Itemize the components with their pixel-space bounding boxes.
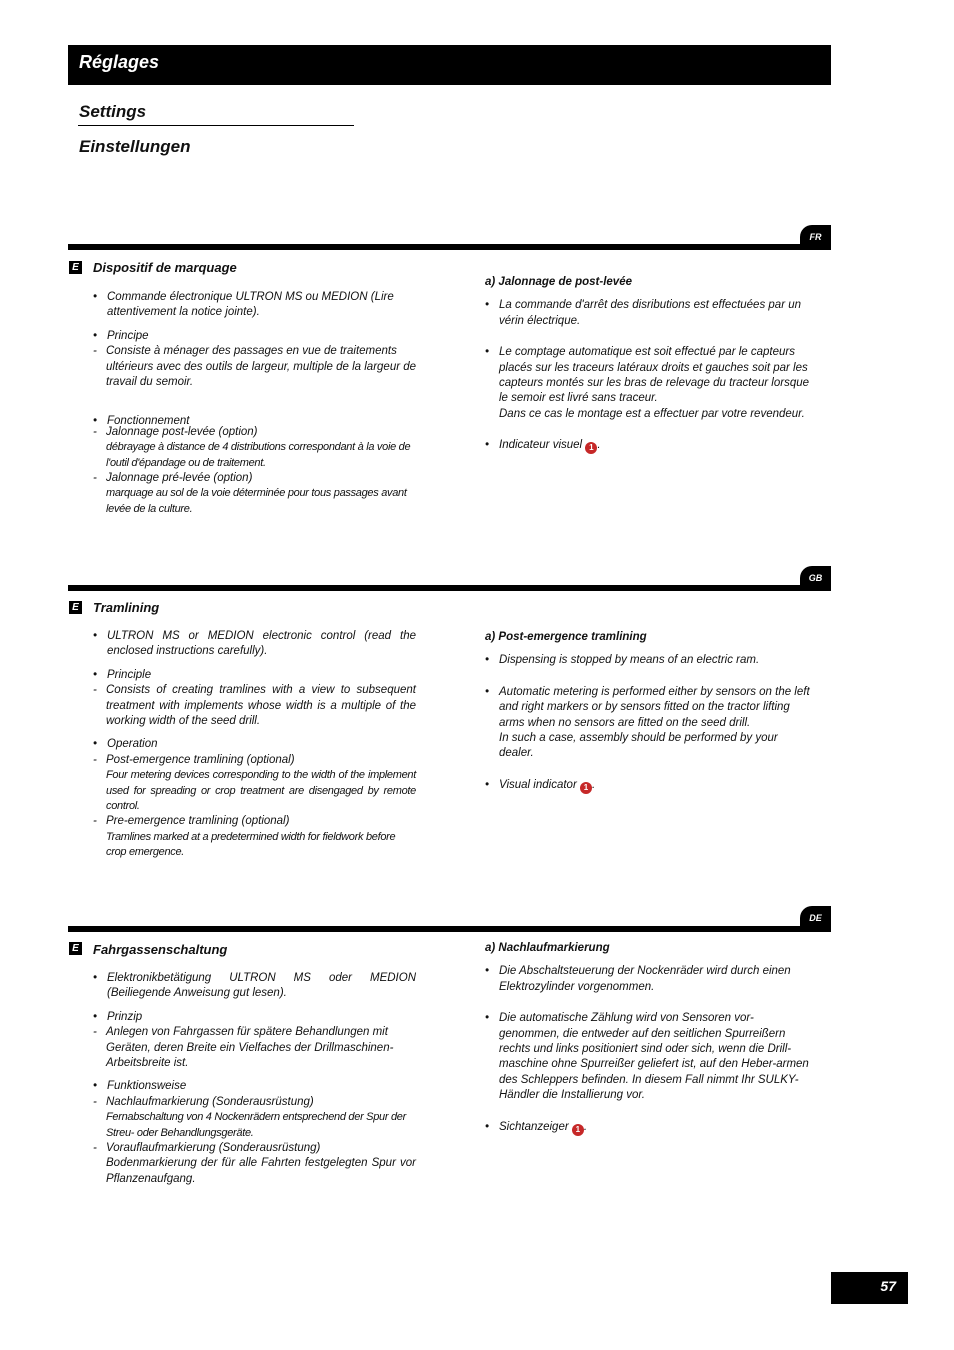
- list-subitem: - Vorauflaufmarkierung (Sonderausrüstung): [93, 1142, 321, 1155]
- list-item: • La commande d'arrêt des disributions est effectuées par un vérin électrique.: [485, 299, 802, 327]
- list-item: • Elektronikbetätigung ULTRON MS oder MEDION (Beiliegende Anweisung gut lesen).: [93, 972, 416, 1000]
- list-item: • Automatic metering is performed either by sensors on the left and right markers or by sensors fitted on the tractor lifting arms when no sensors are fitted on the seed drill. In such a case, assembly should be performed by your dealer.: [485, 685, 810, 760]
- list-item: • Le comptage automatique est soit effectué par le capteurs placés sur les traceurs latéraux droits et gauches soit par les capteurs montés sur les bras de relevage du tracteur lorsque le semoir est livré sans traceur. Dans ce cas le montage est a effectuer par votre revendeur.: [485, 346, 810, 420]
- list-item: • Operation: [93, 738, 158, 751]
- section-marker-de: E: [69, 942, 82, 955]
- indicator-1-icon: 1: [585, 442, 597, 454]
- list-subitem-text: Four metering devices corresponding to the width of the implement used for spreading or crop treatment are disengaged by remote control.: [106, 769, 416, 813]
- section-rule-gb: [68, 585, 831, 591]
- section-title-gb: Tramlining: [93, 600, 160, 615]
- lang-badge-gb: GB: [800, 566, 831, 590]
- page-number: 57: [880, 1278, 896, 1294]
- list-item: • Sichtanzeiger 1 .: [485, 1120, 588, 1134]
- section-rule-fr: [68, 244, 831, 250]
- gb-right-column: [485, 630, 810, 794]
- list-item: • Die automatische Zählung wird von Sensoren vor-genommen, die entweder auf den seitlichen Spurreißern rechts und links positioniert sind oder sich, wenn die Drill-maschine ohne Spurreißer geliefert ist, auf den Heber-armen des Schleppers befinden. In diesem Fall nimmt Ihr SULKY-Händler die Installierung vor.: [485, 1012, 809, 1102]
- indicator-1-icon: 1: [580, 782, 592, 794]
- list-item: • Principle: [93, 668, 152, 681]
- title-underline: [78, 125, 354, 126]
- list-subitem-text: Fernabschaltung von 4 Nockenrädern entsprechend der Spur der Streu- oder Behandlungsgeräte.: [106, 1111, 406, 1139]
- section-marker-fr: E: [69, 261, 82, 274]
- list-subitem: - Post-emergence tramlining (optional): [93, 753, 295, 766]
- gb-left-column: [93, 629, 416, 861]
- list-subitem: - Pre-emergence tramlining (optional): [93, 815, 290, 828]
- page-title-gb: Settings: [79, 102, 147, 121]
- list-item: • Dispensing is stopped by means of an electric ram.: [485, 654, 760, 667]
- page-title-fr: Réglages: [79, 52, 160, 72]
- list-subitem-text: marquage au sol de la voie déterminée pour tous passages avant levée de la culture.: [106, 487, 407, 515]
- list-subitem-text: Tramlines marked at a predetermined width for fieldwork before crop emergence.: [106, 830, 396, 859]
- page-number-box: [831, 1272, 908, 1304]
- section-rule-de: [68, 926, 831, 932]
- subsection-title-gb: a) Post-emergence tramlining: [485, 631, 647, 643]
- header-bar: [68, 45, 831, 85]
- fr-left-column: [93, 290, 418, 517]
- section-marker-gb: E: [69, 601, 82, 614]
- list-subitem-text: Bodenmarkierung der für alle Fahrten festgelegten Spur vor Pflanzenaufgang.: [106, 1157, 416, 1185]
- list-item: • Commande électronique ULTRON MS ou MEDION (Lire attentivement la notice jointe).: [93, 291, 394, 319]
- list-subitem: - Consists of creating tramlines with a view to subsequent treatment with implements whose width is a multiple of the working width of the seed drill.: [93, 684, 416, 728]
- subsection-title-de: a) Nachlaufmarkierung: [485, 942, 610, 954]
- de-right-column: [485, 941, 810, 1136]
- de-left-column: [93, 971, 416, 1187]
- list-item: • Fonctionnement: [93, 415, 190, 428]
- list-item: • ULTRON MS or MEDION electronic control (read the enclosed instructions carefully).: [93, 630, 416, 658]
- fr-right-column: [485, 275, 810, 454]
- list-item: • Funktionsweise: [93, 1080, 187, 1093]
- list-subitem: - Nachlaufmarkierung (Sonderausrüstung): [93, 1095, 314, 1108]
- list-item: • Principe: [93, 329, 149, 342]
- list-item: • Die Abschaltsteuerung der Nockenräder wird durch einen Elektrozylinder vorgenommen.: [485, 965, 791, 993]
- page-title-de: Einstellungen: [79, 137, 191, 156]
- lang-badge-fr: FR: [800, 225, 831, 249]
- list-subitem: - Jalonnage post-levée (option): [93, 425, 258, 438]
- lang-badge-de: DE: [800, 906, 831, 930]
- subsection-title-fr: a) Jalonnage de post-levée: [485, 276, 632, 288]
- indicator-1-icon: 1: [572, 1124, 584, 1136]
- list-item: • Visual indicator 1 .: [485, 778, 596, 792]
- list-subitem-text: débrayage à distance de 4 distributions correspondant à la voie de l'outil d'épandage ou de traitement.: [106, 441, 411, 469]
- section-title-fr: Dispositif de marquage: [93, 260, 237, 275]
- list-subitem: - Anlegen von Fahrgassen für spätere Behandlungen mit Geräten, deren Breite ein Vielfaches der Drillmaschinen-Arbeitsbreite ist.: [93, 1026, 394, 1070]
- list-item: • Prinzip: [93, 1010, 143, 1023]
- list-subitem: - Jalonnage pré-levée (option): [93, 472, 253, 485]
- section-title-de: Fahrgassenschaltung: [93, 942, 228, 957]
- list-item: • Indicateur visuel 1 .: [485, 439, 601, 453]
- list-subitem: - Consiste à ménager des passages en vue de traitements ultérieurs avec des outils de largeur, multiple de la largeur de travail du semoir.: [93, 345, 417, 389]
